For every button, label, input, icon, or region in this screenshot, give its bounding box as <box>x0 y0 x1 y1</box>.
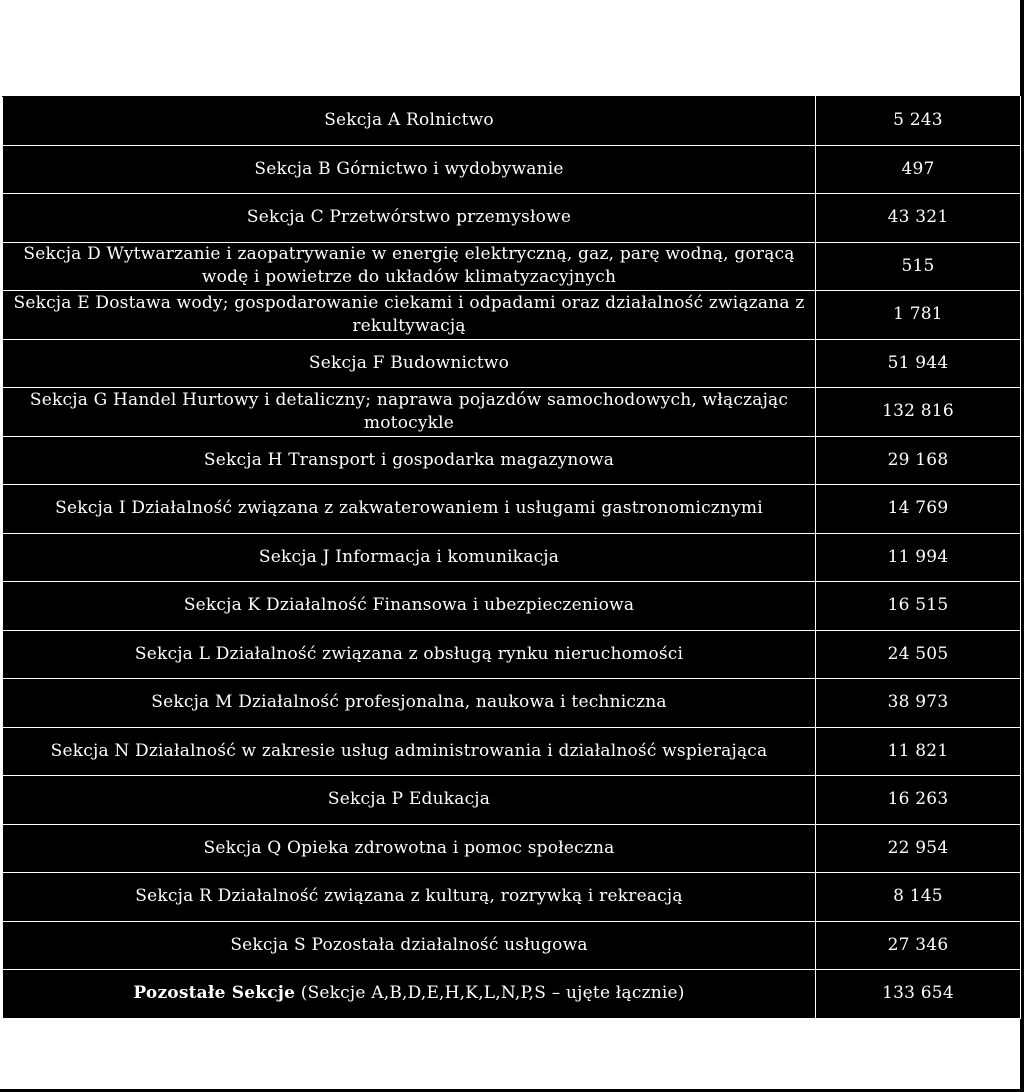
section-name-cell: Sekcja M Działalność profesjonalna, naukowa i techniczna <box>3 679 816 728</box>
section-name-cell: Sekcja B Górnictwo i wydobywanie <box>3 145 816 194</box>
table-row <box>3 485 1021 534</box>
section-name-cell: Sekcja C Przetwórstwo przemysłowe <box>3 194 816 243</box>
table-row <box>3 824 1021 873</box>
table-row <box>3 679 1021 728</box>
table-row <box>3 97 1021 146</box>
section-name-cell: Sekcja E Dostawa wody; gospodarowanie ciekami i odpadami oraz działalność związana z rekultywacją <box>3 291 816 340</box>
section-name-cell: Sekcja J Informacja i komunikacja <box>3 533 816 582</box>
total-row <box>3 970 1021 1019</box>
table-row <box>3 630 1021 679</box>
total-value-cell: 133 654 <box>816 970 1021 1019</box>
total-label-cell <box>3 970 816 1019</box>
section-name-cell: Sekcja D Wytwarzanie i zaopatrywanie w energię elektryczną, gaz, parę wodną, gorącą wodę i powietrze do układów klimatyzacyjnych <box>3 242 816 291</box>
section-value-cell: 8 145 <box>816 873 1021 922</box>
section-name-cell: Sekcja S Pozostała działalność usługowa <box>3 921 816 970</box>
section-value-cell: 515 <box>816 242 1021 291</box>
table-row <box>3 436 1021 485</box>
section-value-cell: 22 954 <box>816 824 1021 873</box>
table-row <box>3 339 1021 388</box>
section-value-cell: 132 816 <box>816 388 1021 437</box>
section-name-cell: Sekcja L Działalność związana z obsługą rynku nieruchomości <box>3 630 816 679</box>
section-value-cell: 24 505 <box>816 630 1021 679</box>
section-name-cell: Sekcja K Działalność Finansowa i ubezpieczeniowa <box>3 582 816 631</box>
table-row <box>3 776 1021 825</box>
section-value-cell: 14 769 <box>816 485 1021 534</box>
table-row <box>3 582 1021 631</box>
table-row <box>3 291 1021 340</box>
section-value-cell: 38 973 <box>816 679 1021 728</box>
table-row <box>3 145 1021 194</box>
section-name-cell: Sekcja R Działalność związana z kulturą, rozrywką i rekreacją <box>3 873 816 922</box>
table-row <box>3 388 1021 437</box>
sections-table <box>2 96 1021 1019</box>
section-value-cell: 43 321 <box>816 194 1021 243</box>
section-name-cell: Sekcja P Edukacja <box>3 776 816 825</box>
section-name-cell: Sekcja F Budownictwo <box>3 339 816 388</box>
section-value-cell: 497 <box>816 145 1021 194</box>
section-value-cell: 51 944 <box>816 339 1021 388</box>
section-name-cell: Sekcja A Rolnictwo <box>3 97 816 146</box>
section-name-cell: Sekcja Q Opieka zdrowotna i pomoc społeczna <box>3 824 816 873</box>
table-row <box>3 533 1021 582</box>
table-row <box>3 873 1021 922</box>
section-name-cell: Sekcja I Działalność związana z zakwaterowaniem i usługami gastronomicznymi <box>3 485 816 534</box>
section-value-cell: 11 994 <box>816 533 1021 582</box>
sections-table-body <box>3 97 1021 1019</box>
section-value-cell: 5 243 <box>816 97 1021 146</box>
section-value-cell: 27 346 <box>816 921 1021 970</box>
section-value-cell: 29 168 <box>816 436 1021 485</box>
table-row <box>3 727 1021 776</box>
section-value-cell: 16 515 <box>816 582 1021 631</box>
section-value-cell: 11 821 <box>816 727 1021 776</box>
section-value-cell: 16 263 <box>816 776 1021 825</box>
total-label-bold: Pozostałe Sekcje <box>133 983 296 1004</box>
total-label-detail: (Sekcje A,B,D,E,H,K,L,N,P,S – ujęte łącznie) <box>295 983 685 1004</box>
table-row <box>3 194 1021 243</box>
section-value-cell: 1 781 <box>816 291 1021 340</box>
section-name-cell: Sekcja G Handel Hurtowy i detaliczny; naprawa pojazdów samochodowych, włączając motocykle <box>3 388 816 437</box>
table-row <box>3 921 1021 970</box>
section-name-cell: Sekcja N Działalność w zakresie usług administrowania i działalność wspierająca <box>3 727 816 776</box>
table-row <box>3 242 1021 291</box>
section-name-cell: Sekcja H Transport i gospodarka magazynowa <box>3 436 816 485</box>
